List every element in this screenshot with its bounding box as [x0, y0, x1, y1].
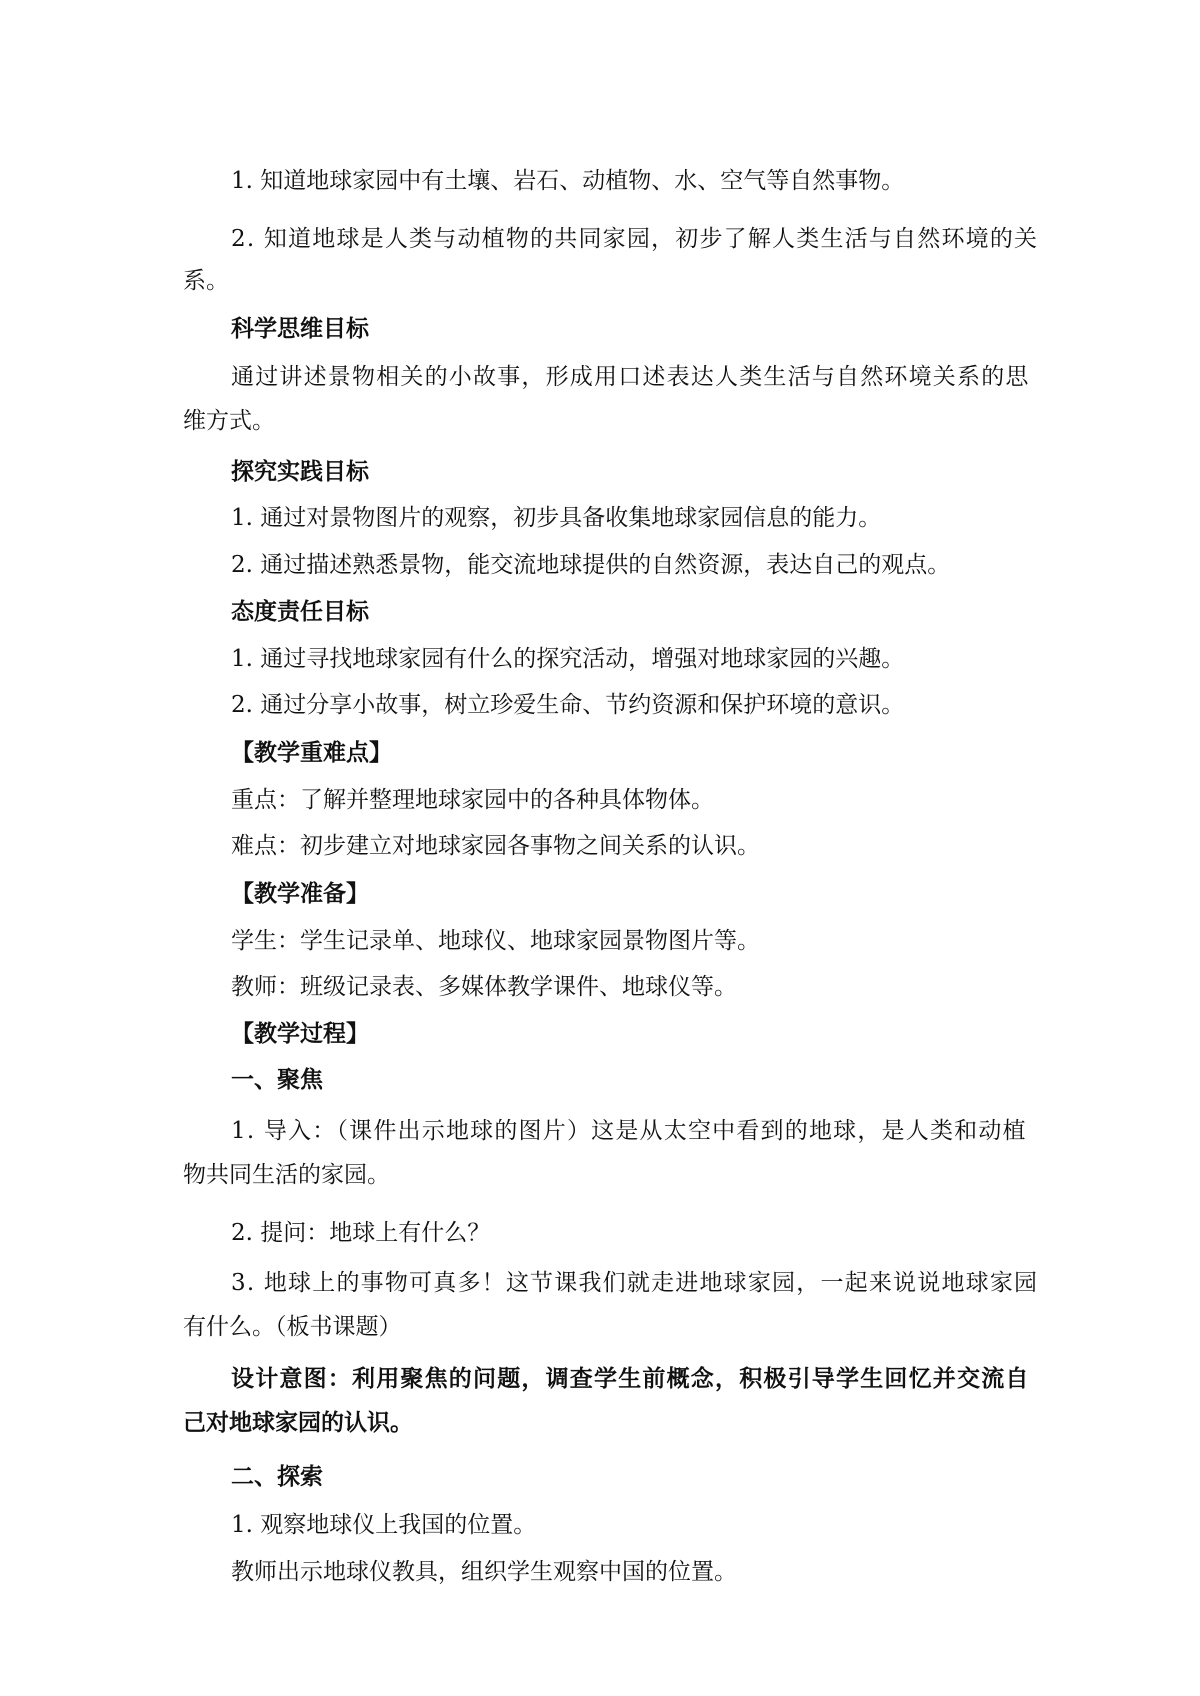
- heading-attitude-responsibility: 态度责任目标: [231, 599, 369, 625]
- objective-line-2: 2. 知道地球是人类与动植物的共同家园，初步了解人类生活与自然环境的关: [231, 226, 1039, 252]
- explore-line-1: 1. 观察地球仪上我国的位置。: [231, 1512, 537, 1538]
- explore-line-1-description: 教师出示地球仪教具，组织学生观察中国的位置。: [231, 1559, 737, 1585]
- objective-line-1: 1. 知道地球家园中有土壤、岩石、动植物、水、空气等自然事物。: [231, 168, 905, 194]
- key-point-line: 重点：了解并整理地球家园中的各种具体物体。: [231, 787, 714, 813]
- practice-line-1: 1. 通过对景物图片的观察，初步具备收集地球家园信息的能力。: [231, 505, 882, 531]
- heading-teaching-preparation: 【教学准备】: [231, 881, 369, 907]
- thinking-line-1: 通过讲述景物相关的小故事，形成用口述表达人类生活与自然环境关系的思: [231, 364, 1030, 390]
- focus-line-3: 3. 地球上的事物可真多！这节课我们就走进地球家园，一起来说说地球家园: [231, 1270, 1039, 1296]
- attitude-line-1: 1. 通过寻找地球家园有什么的探究活动，增强对地球家园的兴趣。: [231, 646, 905, 672]
- attitude-line-2: 2. 通过分享小故事，树立珍爱生命、节约资源和保护环境的意识。: [231, 692, 905, 718]
- design-intent-line-continued: 己对地球家园的认识。: [183, 1409, 413, 1436]
- preparation-student-line: 学生：学生记录单、地球仪、地球家园景物图片等。: [231, 928, 760, 954]
- heading-inquiry-practice: 探究实践目标: [231, 459, 369, 485]
- heading-key-difficult-points: 【教学重难点】: [231, 740, 392, 766]
- objective-line-2-continued: 系。: [183, 268, 229, 294]
- thinking-line-1-continued: 维方式。: [183, 408, 275, 434]
- focus-line-2: 2. 提问：地球上有什么？: [231, 1220, 491, 1246]
- heading-explore: 二、探索: [231, 1464, 323, 1490]
- difficult-point-line: 难点：初步建立对地球家园各事物之间关系的认识。: [231, 833, 760, 859]
- preparation-teacher-line: 教师：班级记录表、多媒体教学课件、地球仪等。: [231, 974, 737, 1000]
- focus-line-1: 1. 导入：（课件出示地球的图片）这是从太空中看到的地球，是人类和动植: [231, 1118, 1027, 1144]
- heading-teaching-process: 【教学过程】: [231, 1021, 369, 1047]
- design-intent-line: 设计意图：利用聚焦的问题，调查学生前概念，积极引导学生回忆并交流自: [231, 1365, 1030, 1392]
- heading-focus: 一、聚焦: [231, 1067, 323, 1093]
- focus-line-1-continued: 物共同生活的家园。: [183, 1162, 390, 1188]
- practice-line-2: 2. 通过描述熟悉景物，能交流地球提供的自然资源，表达自己的观点。: [231, 552, 951, 578]
- focus-line-3-continued: 有什么。（板书课题）: [183, 1314, 402, 1340]
- heading-scientific-thinking: 科学思维目标: [231, 316, 369, 342]
